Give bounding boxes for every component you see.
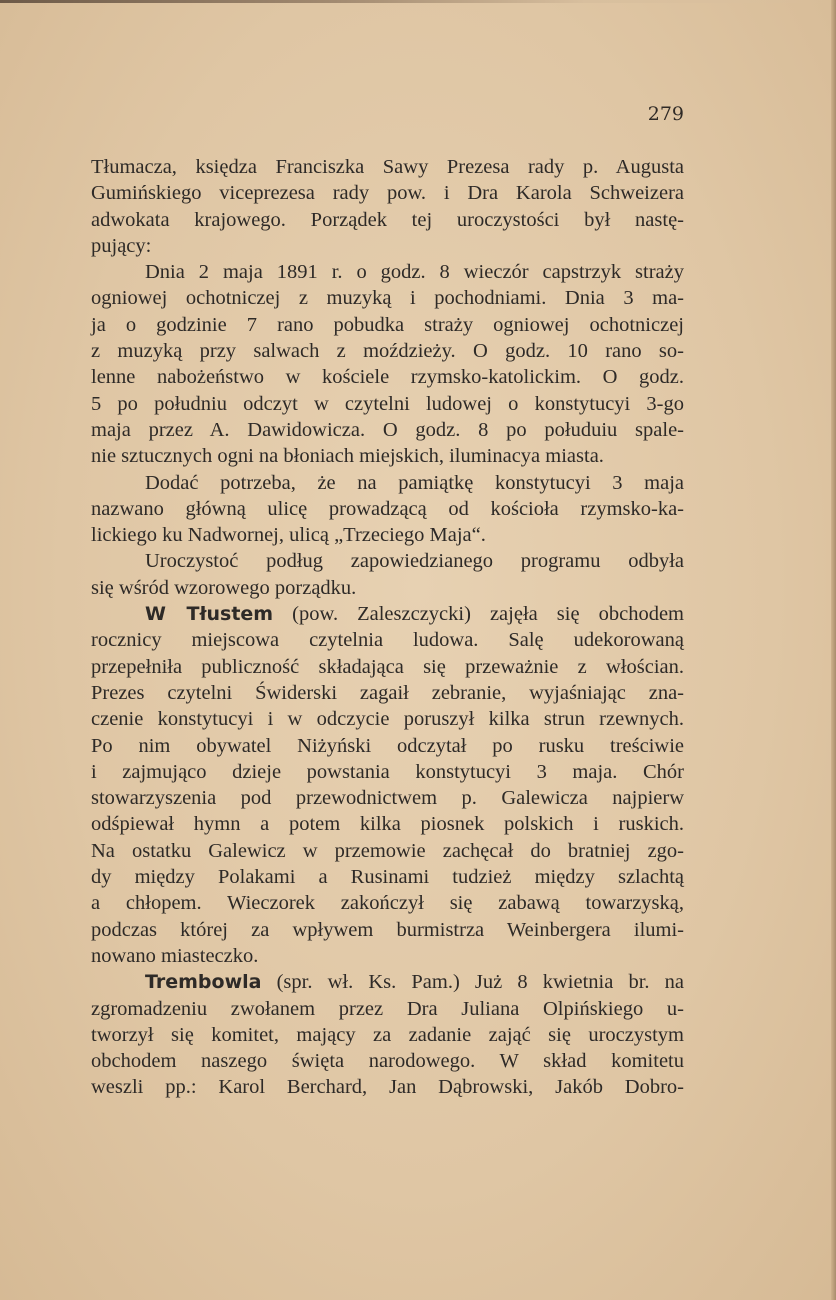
text-line xyxy=(91,548,684,574)
text-line xyxy=(91,706,684,732)
line-text: Dnia 2 maja 1891 r. o godz. 8 wieczór capstrzyk straży xyxy=(145,261,684,284)
text-line xyxy=(91,996,684,1022)
line-text: weszli pp.: Karol Berchard, Jan Dąbrowski, Jakób Dobro- xyxy=(91,1076,684,1099)
text-line xyxy=(91,391,684,417)
line-text: a chłopem. Wieczorek zakończył się zabawą towarzyską, xyxy=(91,892,684,915)
line-text: dy między Polakami a Rusinami tudzież między szlachtą xyxy=(91,866,684,889)
text-line xyxy=(91,654,684,680)
line-text: czenie konstytucyi i w odczycie poruszył kilka strun rzewnych. xyxy=(91,708,684,731)
line-text: adwokata krajowego. Porządek tej uroczystości był nastę- xyxy=(91,208,684,231)
body-text xyxy=(91,154,684,1101)
place-heading: Trembowla xyxy=(145,971,262,994)
page-number: 279 xyxy=(647,103,684,125)
text-line xyxy=(91,1048,684,1074)
line-text: obchodem naszego święta narodowego. W skład komitetu xyxy=(91,1050,684,1073)
text-line xyxy=(91,338,684,364)
text-line xyxy=(91,969,684,995)
line-text: lickiego ku Nadwornej, ulicą „Trzeciego Maja“. xyxy=(91,524,486,547)
line-text: rocznicy miejscowa czytelnia ludowa. Salę udekorowaną xyxy=(91,629,684,652)
text-line xyxy=(91,1022,684,1048)
line-text: się wśród wzorowego porządku. xyxy=(91,576,357,599)
text-line xyxy=(91,233,684,259)
text-line xyxy=(91,680,684,706)
text-line xyxy=(91,838,684,864)
line-text: Tłumacza, księdza Franciszka Sawy Prezesa rady p. Augusta xyxy=(91,156,684,178)
text-line xyxy=(91,154,684,180)
line-text: nie sztucznych ogni na błoniach miejskich, iluminacya miasta. xyxy=(91,445,604,468)
text-line xyxy=(91,864,684,890)
text-line xyxy=(91,627,684,653)
text-line xyxy=(91,259,684,285)
text-line xyxy=(91,364,684,390)
line-text: nowano miasteczko. xyxy=(91,944,259,967)
line-text: Na ostatku Galewicz w przemowie zachęcał do bratniej zgo- xyxy=(91,839,684,862)
page-top-edge xyxy=(0,0,836,3)
line-text: Gumińskiego viceprezesa rady pow. i Dra Karola Schweizera xyxy=(91,182,684,205)
line-text: Prezes czytelni Świderski zagaił zebranie, wyjaśniając zna- xyxy=(91,681,684,704)
text-line xyxy=(91,575,684,601)
line-text: stowarzyszenia pod przewodnictwem p. Galewicza najpierw xyxy=(91,787,684,810)
text-line xyxy=(91,417,684,443)
text-line xyxy=(91,180,684,206)
line-text: Dodać potrzeba, że na pamiątkę konstytucyi 3 maja xyxy=(145,471,684,494)
line-text: z muzyką przy salwach z moździeży. O godz. 10 rano so- xyxy=(91,340,684,363)
text-line xyxy=(91,811,684,837)
line-text: nazwano główną ulicę prowadzącą od kościoła rzymsko-ka- xyxy=(91,497,684,520)
line-text: Uroczystoć podług zapowiedzianego programu odbyła xyxy=(145,550,684,573)
line-text: lenne nabożeństwo w kościele rzymsko-katolickim. O godz. xyxy=(91,366,684,389)
text-line xyxy=(91,943,684,969)
line-text: (spr. wł. Ks. Pam.) Już 8 kwietnia br. na xyxy=(261,971,684,994)
text-line xyxy=(91,522,684,548)
text-line xyxy=(91,917,684,943)
text-line xyxy=(91,601,684,627)
text-line xyxy=(91,207,684,233)
text-line xyxy=(91,470,684,496)
line-text: zgromadzeniu zwołanem przez Dra Juliana Olpińskiego u- xyxy=(91,997,684,1020)
text-line xyxy=(91,890,684,916)
line-text: ja o godzinie 7 rano pobudka straży ogniowej ochotniczej xyxy=(91,313,684,336)
line-text: przepełniła publiczność składająca się przeważnie z włościan. xyxy=(91,655,684,678)
line-text: (pow. Zaleszczycki) zajęła się obchodem xyxy=(273,603,684,626)
line-text: Po nim obywatel Niżyński odczytał po rusku treściwie xyxy=(91,734,684,757)
text-line xyxy=(91,785,684,811)
line-text: podczas której za wpływem burmistrza Weinbergera ilumi- xyxy=(91,918,684,941)
line-text: pujący: xyxy=(91,234,152,257)
text-line xyxy=(91,285,684,311)
line-text: i zajmująco dzieje powstania konstytucyi 3 maja. Chór xyxy=(91,760,684,783)
text-line xyxy=(91,759,684,785)
line-text: ogniowej ochotniczej z muzyką i pochodniami. Dnia 3 ma- xyxy=(91,287,684,310)
text-line xyxy=(91,733,684,759)
text-line xyxy=(91,496,684,522)
line-text: tworzył się komitet, mający za zadanie zająć się uroczystym xyxy=(91,1023,684,1046)
page-right-edge xyxy=(831,0,836,1300)
text-line xyxy=(91,312,684,338)
place-heading: W Tłustem xyxy=(145,603,274,626)
line-text: 5 po południu odczyt w czytelni ludowej o konstytucyi 3-go xyxy=(91,392,684,415)
text-line xyxy=(91,443,684,469)
line-text: maja przez A. Dawidowicza. O godz. 8 po połuduiu spale- xyxy=(91,418,684,441)
line-text: odśpiewał hymn a potem kilka piosnek polskich i ruskich. xyxy=(91,813,684,836)
text-line xyxy=(91,1074,684,1100)
